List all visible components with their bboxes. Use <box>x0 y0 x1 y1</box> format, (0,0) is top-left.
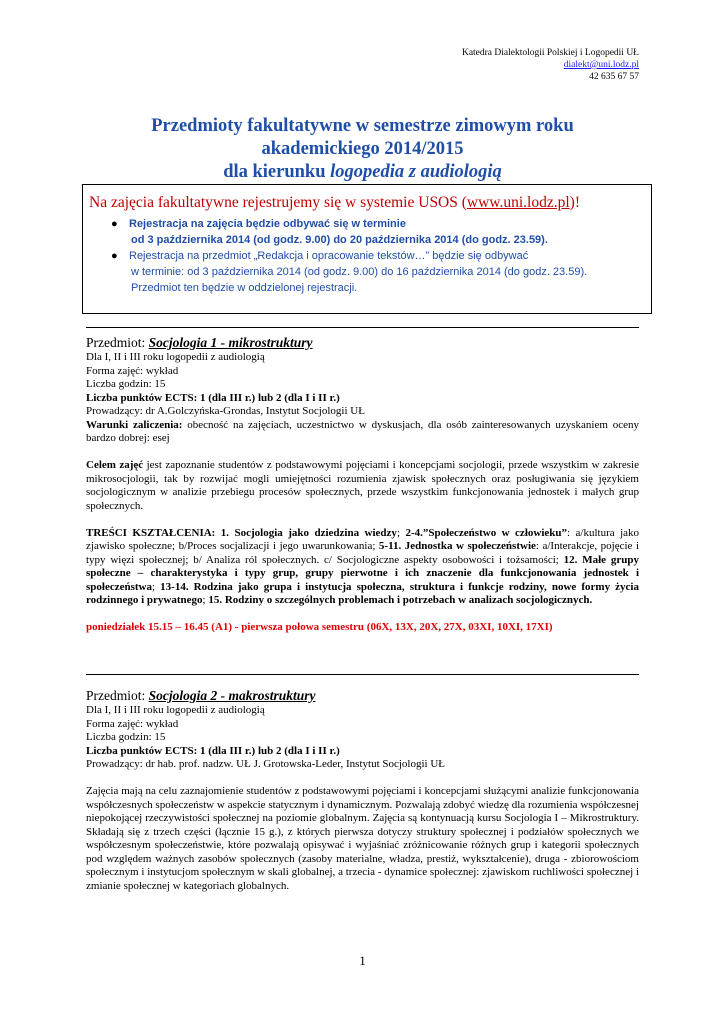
list-item: ● Rejestracja na przedmiot „Redakcja i opracowanie tekstów…” będzie się odbywać w terminie: od 3 października 2014 (od godz. 9.00) do 16 października 2014 (do godz. 23.59). Przedmiot ten będzie w oddzielonej rejestracji. <box>111 250 588 294</box>
field-of-study: logopedia z audiologią <box>330 162 502 182</box>
page-number: 1 <box>359 953 366 968</box>
course-lecturer: Prowadzący: dr hab. prof. nadzw. UŁ J. Grotowska-Leder, Instytut Socjologii UŁ <box>86 758 446 770</box>
course-title: Przedmiot: Socjologia 2 - makrostruktury <box>86 688 316 703</box>
notice-lead: Na zajęcia fakultatywne rejestrujemy się w systemie USOS (www.uni.lodz.pl)! <box>89 194 580 211</box>
course-content: TREŚCI KSZTAŁCENIA: 1. Socjologia jako dziedzina wiedzy; 2-4.”Społeczeństwo w człowieku”: a/kultura jako zjawisko społeczne; b/Proces socjalizacji i jego uwarunkowania; 5-11. Jednostka w społeczeństwie: a/Interakcje, pojęcie i typy więzi społecznej; b/ Analiza ról społecznych. c/ Socjologiczne aspekty osobowości i tożsamości; 12. Małe grupy społeczne – charakterystyka i typy grup, grupy pierwotne i ich znaczenie dla funkcjonowania jednostek i społeczeństwa; 13-14. Rodzina jako grupa i instytucja społeczna, struktura i funkcje rodziny, nowe formy życia rodzinnego i prywatnego; 15. Rodziny o szczególnych problemach i potrzebach w analizach socjologicznych. <box>86 526 640 606</box>
registration-notice <box>82 184 652 314</box>
course-audience: Dla I, II i III roku logopedii z audiologią <box>86 351 265 363</box>
phone-number: 42 635 67 57 <box>589 72 639 82</box>
department-name: Katedra Dialektologii Polskiej i Logopedii UŁ <box>461 48 639 58</box>
divider <box>86 674 639 675</box>
course-form: Forma zajęć: wykład <box>86 364 179 377</box>
usos-link[interactable]: www.uni.lodz.pl <box>466 194 570 211</box>
course-conditions: Warunki zaliczenia: obecność na zajęciach, uczestnictwo w dyskusjach, dla osób zainteresowanych uzyskaniem oceny bardzo dobrej: esej <box>86 418 639 444</box>
course-socjologia-1 <box>86 335 639 635</box>
bullet-icon: ● <box>111 250 118 262</box>
course-title: Przedmiot: Socjologia 1 - mikrostruktury <box>86 335 313 350</box>
course-ects: Liczba punktów ECTS: 1 (dla III r.) lub 2 (dla I i II r.) <box>86 391 340 404</box>
list-item: ● Rejestracja na zajęcia będzie odbywać się w terminie od 3 października 2014 (od godz. 9.00) do 20 października 2014 (do godz. 23.59). <box>111 218 548 246</box>
title-line-2: akademickiego 2014/2015 <box>261 139 464 159</box>
title-line-1: Przedmioty fakultatywne w semestrze zimowym roku <box>151 116 574 136</box>
bullet-icon: ● <box>111 218 118 230</box>
course-hours: Liczba godzin: 15 <box>86 378 166 390</box>
course-audience: Dla I, II i III roku logopedii z audiologią <box>86 704 265 716</box>
notice-list <box>89 216 645 296</box>
course-form: Forma zajęć: wykład <box>86 717 179 730</box>
letterhead <box>462 47 639 83</box>
document-title <box>86 115 639 184</box>
course-goal: Celem zajęć jest zapoznanie studentów z podstawowymi pojęciami i koncepcjami socjologii, przede wszystkim w zakresie mikrosocjologii, tak by rozwijać mogli umiejętności rozumienia zjawisk społecznych oraz posługiwania się językiem socjologicznym w analizie przebiegu procesów społecznych, przede wszystkim funkcjonowania jednostek i małych grup społecznych. <box>86 459 639 512</box>
course-socjologia-2 <box>86 688 639 893</box>
email-link[interactable]: dialekt@uni.lodz.pl <box>563 60 639 70</box>
course-description: Zajęcia mają na celu zaznajomienie studentów z podstawowymi pojęciami i koncepcjami służącymi analizie funkcjonowania współczesnych społeczeństw w aspekcie statycznym i dynamicznym. Pozwalają zdobyć wiedzę dla rozumienia współczesnej niepokojącej rzeczywistości społecznej na poziomie globalnym. Zajęcia są kontynuacją kursu Socjologia I – Mikrostruktury. Składają się z trzech części (łącznie 15 g.), z których pierwsza dotyczy struktury społecznej i podziałów społecznych we współczesnym społeczeństwie, które pozwalają opisywać i wyjaśniać zróżnicowanie różnych grup i kategorii społecznych pod względem ważnych zasobów społecznych (zasoby materialne, władza, prestiż, wykształcenie), druga - zbiorowościom społecznym i instytucjom społecznym w skali globalnej, a trzecia - dynamice społecznej: zjawiskom ruchliwości społecznej i zmianie społecznej w kategoriach globalnych. <box>86 785 639 892</box>
divider <box>86 327 639 328</box>
course-hours: Liczba godzin: 15 <box>86 731 166 743</box>
title-line-3: dla kierunku logopedia z audiologią <box>223 162 502 182</box>
course-ects: Liczba punktów ECTS: 1 (dla III r.) lub 2 (dla I i II r.) <box>86 744 340 757</box>
course-schedule: poniedziałek 15.15 – 16.45 (A1) - pierwsza połowa semestru (06X, 13X, 20X, 27X, 03XI, 10XI, 17XI) <box>86 621 553 633</box>
course-lecturer: Prowadzący: dr A.Golczyńska-Grondas, Instytut Socjologii UŁ <box>86 405 365 417</box>
